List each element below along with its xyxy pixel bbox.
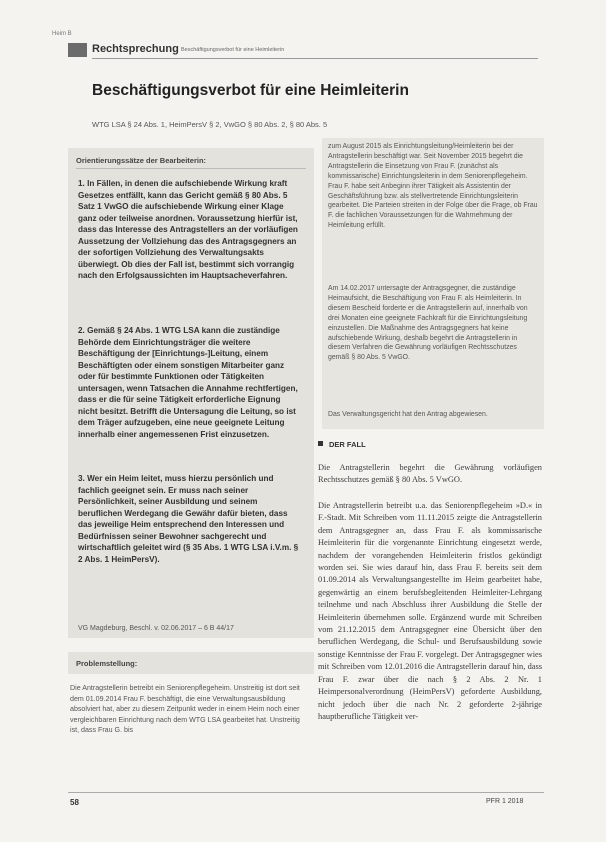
running-head: Heim B xyxy=(52,31,72,37)
fall-paragraph-2: Die Antragstellerin betreibt u.a. das Seniorenpflegeheim »D.« in F.-Stadt. Mit Schreiben vom 11.11.2015 zeigte die Antragstellerin dem Antragsgegner an, dass Frau F. als kommissarische Heimleiterin für die vorgenannte Einrichtung eingesetzt werde, nachdem der vorangehenden Heimleiterin fristlos gekündigt worden sei. Sie wies darauf hin, dass Frau F. bereits seit dem 01.09.2014 als Verwaltungsangestellte im Heim gearbeitet habe, gegenwärtig an einem berufsbegleitenden Heimleiter-Lehrgang teilnehme und nach Abschluss ihrer Ausbildung die Stelle der Heimleiterin übernehmen solle. Ergänzend wurde mit Schreiben vom 21.12.2015 dem Antragsgegner eine Übersicht über den beruflichen Werdegang, die Schul- und Berufsausbildung sowie sonstige Kenntnisse der Frau F. vorgelegt. Der Antragsgegner wies mit Schreiben vom 12.01.2016 die Antragstellerin darauf hin, dass Frau F. zwar über die nach § 2 Abs. 2 Nr. 1 Heimpersonalverordnung (HeimPersV) geforderte Ausbildung, nicht jedoch über die nach Nr. 2 geforderte 2-jährige hauptberufliche Tätigkeit ver- xyxy=(318,501,542,721)
orientation-paragraph-1: 1. In Fällen, in denen die aufschiebende Wirkung kraft Gesetzes entfällt, kann das Gericht gemäß § 80 Abs. 5 Satz 1 VwGO die aufschiebende Wirkung einer Klage ganz oder teilweise anordnen. Voraussetzung hierfür ist, dass das Interesse des Antragstellers an der vorläufigen Aussetzung der Vollziehung das des Antragsgegners an der sofortigen Vollziehung des Verwaltungsakts überwiegt. Ob dies der Fall ist, bestimmt sich vorrangig nach den Erfolgsaussichten im Hauptsacheverfahren. xyxy=(78,179,298,280)
orientation-rule xyxy=(76,168,306,169)
facts-box xyxy=(322,138,544,429)
bullet-square xyxy=(318,441,323,446)
article-references: WTG LSA § 24 Abs. 1, HeimPersV § 2, VwGO § 80 Abs. 2, § 80 Abs. 5 xyxy=(92,120,328,129)
orientation-paragraph-3: 3. Wer ein Heim leitet, muss hierzu persönlich und fachlich geeignet sein. Er muss nach seiner Persönlichkeit, seiner Ausbildung und seinem beruflichen Werdegang die Gewähr dafür bieten, dass das jeweilige Heim entsprechend den Interessen und Bedürfnissen seiner Bewohner sachgerecht und wirtschaftlich geleitet wird (§ 35 Abs. 1 WTG LSA i.V.m. § 2 Abs. 1 HeimPersV). xyxy=(78,474,299,564)
journal-name: PFR 1 2018 xyxy=(486,798,524,805)
facts-paragraph-3: Das Verwaltungsgericht hat den Antrag abgewiesen. xyxy=(328,411,488,418)
section-subtitle: Beschäftigungsverbot für eine Heimleiterin xyxy=(181,47,285,53)
fall-heading-label: DER FALL xyxy=(329,440,366,449)
footer-rule xyxy=(68,792,544,793)
fall-heading xyxy=(318,440,366,449)
page-number: 58 xyxy=(70,798,79,807)
article-title: Beschäftigungsverbot für eine Heimleiterin xyxy=(92,82,409,99)
orientation-box xyxy=(68,148,314,638)
orientation-paragraph-2: 2. Gemäß § 24 Abs. 1 WTG LSA kann die zuständige Behörde dem Einrichtungsträger die weitere Beschäftigung der [Einrichtungs-]Leitung, einem Beschäftigten oder einem sonstigen Mitarbeiter ganz oder für bestimmte Funktionen oder Tätigkeiten untersagen, wenn Tatsachen die Annahme rechtfertigen, dass er die für seine Tätigkeit erforderliche Eignung nicht besitzt. Betrifft die Untersagung die Leitung, so ist dem Träger aufzugeben, eine neue geeignete Leitung innerhalb einer angemessenen Frist einzusetzen. xyxy=(78,326,298,439)
court-citation: VG Magdeburg, Beschl. v. 02.06.2017 – 6 B 44/17 xyxy=(78,625,234,632)
section-title: Rechtsprechung xyxy=(92,43,179,55)
problem-box xyxy=(68,652,314,674)
section-bar xyxy=(68,43,538,57)
section-marker xyxy=(68,43,87,57)
fall-paragraph-1: Die Antragstellerin begehrt die Gewährung vorläufigen Rechtsschutzes gemäß § 80 Abs. 5 VwGO. xyxy=(318,463,542,485)
problem-heading: Problemstellung: xyxy=(76,659,138,668)
problem-text: Die Antragstellerin betreibt ein Seniorenpflegeheim. Unstreitig ist dort seit dem 01.09.2014 Frau F. beschäftigt, die eine Verwaltungsausbildung absolviert hat, aber zu diesem Zeitpunkt weder in einem Heim noch einer vergleichbaren Einrichtung nach dem WTG LSA gearbeitet hat. Unstreitig ist, dass Frau G. bis xyxy=(70,684,300,734)
orientation-heading: Orientierungssätze der Bearbeiterin: xyxy=(76,156,207,165)
facts-paragraph-2: Am 14.02.2017 untersagte der Antragsgegner, die zuständige Heimaufsicht, die Beschäftigung von Frau F. als Heimleiterin. In diesem Bescheid forderte er die Antragstellerin auf, innerhalb von drei Monaten eine geeignete Fachkraft für die Einrichtungsleitung einzustellen. Die Maßnahme des Antragsgegners hat keine aufschiebende Wirkung, deshalb begehrt die Antragstellerin in diesem Verfahren die Gewährung vorläufigen Rechtsschutzes gemäß § 80 Abs. 5 VwGO. xyxy=(328,285,528,362)
section-rule xyxy=(92,58,538,59)
facts-paragraph-1: zum August 2015 als Einrichtungsleitung/Heimleiterin bei der Antragstellerin beschäftigt war. Seit November 2015 begehrt die Antragstellerin die Einsetzung von Frau F. (zunächst als kommissarische) Einrichtungsleiterin in dem Seniorenpflegeheim. Frau F. habe seit Anbeginn ihrer Tätigkeit als Assistentin der Geschäftsführung bzw. als stellvertretende Einrichtungsleiterin gearbeitet. Die Parteien streiten in der Folge über die Frage, ob Frau F. die fachlichen Voraussetzungen für die Wahrnehmung der Heimleitung erfüllt. xyxy=(328,143,538,230)
